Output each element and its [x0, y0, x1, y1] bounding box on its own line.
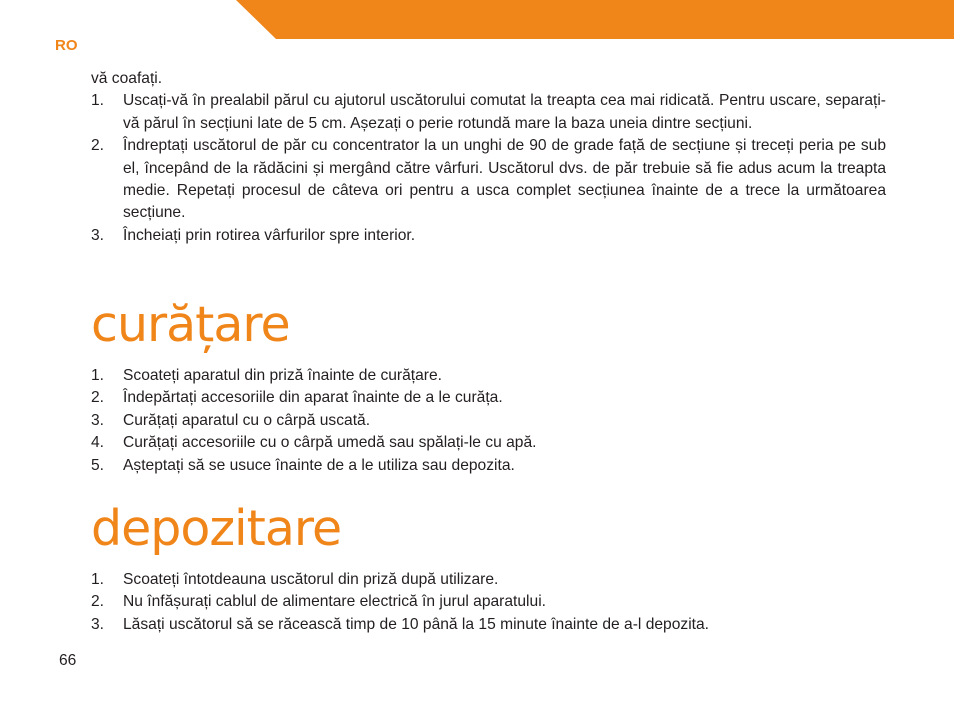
step-number: 1.: [91, 571, 105, 588]
step-number: 3.: [91, 226, 105, 244]
step-text: Îndepărtați accesoriile din aparat înainte de a le curăța.: [123, 389, 503, 407]
step-number: 4.: [91, 434, 105, 452]
list-item: [91, 591, 886, 613]
list-item: [91, 90, 886, 135]
step-number: 1.: [91, 367, 105, 384]
list-item: [91, 569, 886, 591]
step-text: Curățați aparatul cu o cârpă uscată.: [123, 411, 371, 429]
step-text: Scoateți întotdeauna uscătorul din priză după utilizare.: [123, 571, 499, 588]
list-item: [91, 225, 886, 247]
storage-section-title: depozitare: [91, 500, 342, 557]
cleaning-steps-list: [91, 365, 886, 477]
list-item: [91, 432, 886, 454]
page-number: 66: [59, 652, 77, 669]
list-item: [91, 387, 886, 409]
list-item: [91, 410, 886, 432]
step-number: 5.: [91, 456, 105, 474]
step-number: 1.: [91, 92, 105, 110]
step-text: Așteptați să se usuce înainte de a le utiliza sau depozita.: [123, 456, 515, 474]
list-item: [91, 614, 886, 636]
list-item: [91, 135, 886, 225]
step-number: 3.: [91, 615, 105, 633]
step-number: 2.: [91, 389, 105, 407]
cleaning-section-title: curățare: [91, 296, 290, 353]
language-code-label: RO: [55, 37, 78, 54]
step-text: Curățați accesoriile cu o cârpă umedă sau spălați-le cu apă.: [123, 434, 537, 452]
step-number: 3.: [91, 411, 105, 429]
step-text: Scoateți aparatul din priză înainte de curățare.: [123, 367, 443, 384]
step-text: Încheiați prin rotirea vârfurilor spre interior.: [123, 226, 416, 244]
step-number: 2.: [91, 593, 105, 611]
step-text: Îndreptați uscătorul de păr cu concentrator la un unghi de 90 de grade față de secțiune și treceți peria pe sub el, începând de la rădăcini și mergând către vârfuri. Uscătorul dvs. de păr trebuie să fie adus acum la treapta medie. Repetați procesul de câteva ori pentru a usca complet secțiunea înainte de a trece la următoarea secțiune.: [123, 137, 886, 222]
step-text: Lăsați uscătorul să se răcească timp de 10 până la 15 minute înainte de a-l depozita.: [123, 615, 709, 633]
intro-line: vă coafați.: [91, 70, 163, 87]
step-number: 2.: [91, 137, 105, 155]
list-item: [91, 365, 886, 387]
styling-instructions: [91, 68, 886, 247]
storage-steps-list: [91, 569, 886, 636]
list-item: [91, 455, 886, 477]
orange-header-banner: [0, 0, 954, 40]
step-text: Uscați-vă în prealabil părul cu ajutorul uscătorului comutat la treapta cea mai ridicată. Pentru uscare, separați-vă părul în secțiuni late de 5 cm. Așezați o perie rotundă mare la baza uneia dintre secțiuni.: [123, 92, 886, 132]
step-text: Nu înfășurați cablul de alimentare electrică în jurul aparatului.: [123, 593, 546, 611]
styling-steps-list: [91, 90, 886, 247]
